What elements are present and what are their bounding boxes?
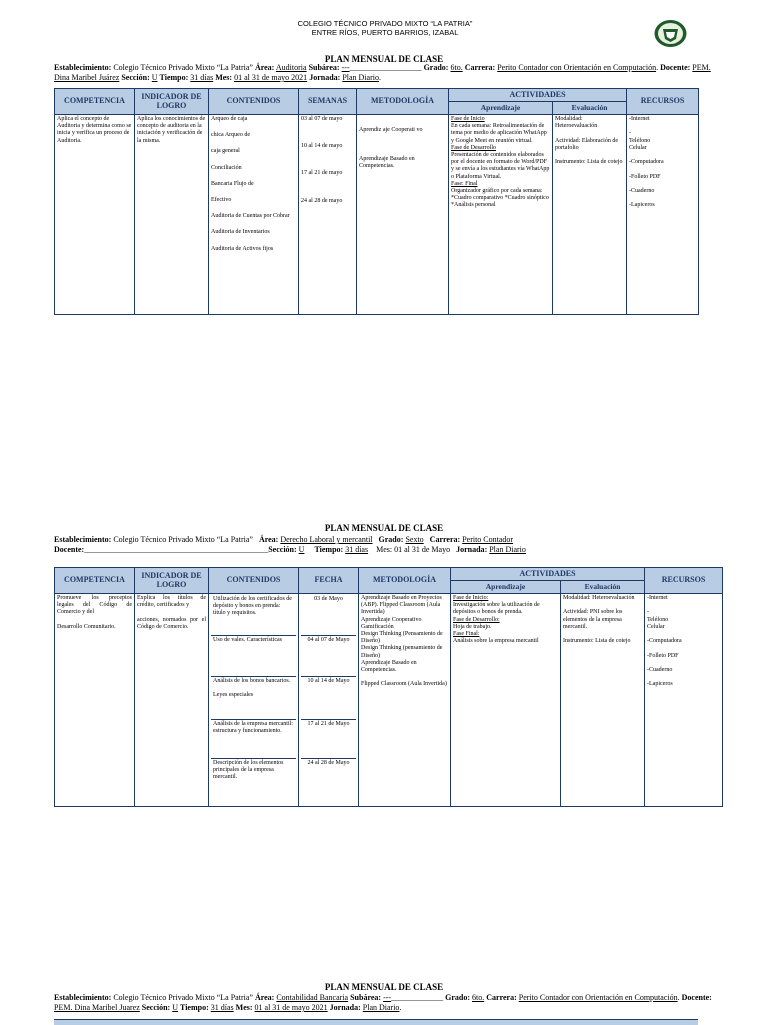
plan-1-mes: 01 al 31 de mayo 2021 bbox=[234, 73, 308, 82]
content-item: Auditoria de Inventarios bbox=[211, 229, 270, 236]
plan-3-seccion: U bbox=[172, 1003, 178, 1012]
phase-heading: Fase de Inicio bbox=[451, 116, 485, 122]
col-indicador: INDICADOR DE LOGRO bbox=[135, 89, 209, 115]
content-item: caja general bbox=[211, 148, 240, 155]
plan-3-docente: PEM. Dina Maribel Juarez bbox=[54, 1003, 140, 1012]
plan-1-jornada: Plan Diario bbox=[342, 73, 379, 82]
plan-2-table bbox=[54, 567, 723, 807]
plan-2-evaluacion: Modalidad: Heteroevaluación Actividad: PNI sobre los elementos de la empresa mercantil. Instrumento: Lista de cotejo bbox=[561, 594, 645, 807]
phase-text: Presentación de contenidos elaborados por el docente en formato de Word/PDF y se envía a los estudiantes vía WhatApp o Plataforma Virtual. bbox=[451, 152, 550, 180]
col-fecha: FECHA bbox=[299, 568, 359, 594]
plan-2-metodologia: Aprendizaje Basado en Proyectos (ABP). Flipped Classroom (Aula Invertida) Aprendizaje Cooperativo Gamificación Design Thinking (Pensamiento de Diseño) Design Thinking (pensamiento de Diseño) Aprendizaje Basado en Competencias. Flipped Classroom (Aula Invertida) bbox=[359, 594, 451, 807]
week-item: 24 al 28 de mayo bbox=[301, 197, 343, 204]
col-contenidos: CONTENIDOS bbox=[209, 568, 299, 594]
col-recursos: RECURSOS bbox=[627, 89, 699, 115]
plan-2-info: Establecimiento: Colegio Técnico Privado Mixto “La Patria” Área: Derecho Laboral y mercantil Grado: Sexto Carrera: Perito Contador Docente:______________________________________________Sección: U Tiempo: 31 días Mes: 01 al 31 de Mayo Jornada: Plan Diario bbox=[54, 535, 526, 554]
plan-3-area: Contabilidad Bancaria bbox=[276, 993, 349, 1002]
content-item: Descripción de los elementos principales de la empresa mercantil. bbox=[213, 760, 284, 781]
plan-1-info: Establecimiento: Colegio Técnico Privado Mixto “La Patria” Área: Auditoria Subárea: ---__________________ Grado: 6to. Carrera: Perito Contador con Orientación en Computación. Docente: PEM. Dina Maribel Juárez Sección: U Tiempo: 31 días Mes: 01 al 31 de mayo 2021 Jornada: Plan Diario. bbox=[54, 63, 711, 82]
plan-1-indicador: Aplica los conocimientos de concepto de auditoria en la iniciación y verificación de la misma. bbox=[135, 115, 209, 315]
plan-1-establecimiento: Colegio Técnico Privado Mixto “La Patria” bbox=[113, 63, 253, 72]
plan-2-seccion: U bbox=[298, 545, 305, 554]
plan-1-table bbox=[54, 88, 699, 315]
content-item: Utilización de los certificados de depósito y bonos en prenda: título y requisitos. bbox=[211, 595, 296, 636]
col-actividades: ACTIVIDADES bbox=[449, 89, 627, 102]
method-item: Aprendiz aje Cooperati vo bbox=[359, 127, 423, 133]
plan-2-grado: Sexto bbox=[405, 535, 424, 544]
plan-3-carrera: Perito Contador con Orientación en Computación bbox=[518, 993, 678, 1002]
plan-2-contenidos bbox=[209, 594, 299, 807]
plan-2-competencia: Promueve los preceptos legales del Código de Comercio y del Desarrollo Comunitario. bbox=[55, 594, 135, 807]
plan-2-aprendizaje bbox=[451, 594, 561, 807]
plan-3-grado: 6to. bbox=[472, 993, 485, 1002]
phase-heading: Fase: Final bbox=[451, 180, 478, 187]
date-item: 03 de Mayo bbox=[301, 595, 356, 636]
content-item: chica Arqueo de bbox=[211, 132, 250, 139]
plan-2-recursos: -Internet - Teléfono Celular -Computadora -Folleto PDF -Cuaderno -Lapiceros bbox=[645, 594, 723, 807]
plan-1-grado: 6to. bbox=[450, 63, 463, 72]
date-item: 04 al 07 de Mayo bbox=[301, 636, 356, 677]
col-competencia: COMPETENCIA bbox=[55, 89, 135, 115]
phase-text: En cada semana: Retroalimentación de tema por medio de aplicación WhatApp y Google Meet en reunión virtual. bbox=[451, 123, 547, 144]
plan-3-establecimiento: Colegio Técnico Privado Mixto “La Patria” bbox=[113, 993, 253, 1002]
content-item: Uso de vales. Características bbox=[211, 636, 296, 677]
plan-2-fechas bbox=[299, 594, 359, 807]
school-name: COLEGIO TÉCNICO PRIVADO MIXTO “LA PATRIA” ENTRE RÍOS, PUERTO BARRIOS, IZABAL bbox=[297, 19, 473, 37]
date-item: 24 al 28 de Mayo bbox=[307, 760, 350, 766]
col-recursos: RECURSOS bbox=[645, 568, 723, 594]
phase-text: Investigación sobre la utilización de depósitos o bonos de prenda. bbox=[453, 602, 540, 616]
plan-2-tiempo: 31 días bbox=[345, 545, 369, 554]
content-item: Análisis de los bonos bancarios. Leyes especiales bbox=[211, 677, 296, 720]
plan-1-subarea: --- bbox=[341, 63, 350, 72]
plan-2-area: Derecho Laboral y mercantil bbox=[280, 535, 373, 544]
content-item: Auditoria de Activos fijos bbox=[211, 245, 274, 252]
col-metodologia: METODOLOGÍA bbox=[357, 89, 449, 115]
plan-1-evaluacion: Modalidad: Heteroevaluación Actividad: Elaboración de portafolio Instrumento: Lista de cotejo bbox=[553, 115, 627, 315]
content-item: Bancaria Flujo de bbox=[211, 180, 254, 187]
phase-text: Organizador gráfico por cada semana: *Cuadro comparativo *Cuadro sinóptico *Análisis personal bbox=[451, 188, 549, 209]
phase-heading: Fase de Desarrollo bbox=[451, 144, 496, 151]
content-item: Análisis de la empresa mercantil: estructura y funcionamiento. bbox=[211, 720, 296, 759]
plan-1-contenidos bbox=[209, 115, 299, 315]
plan-3-table-header bbox=[54, 1019, 698, 1025]
plan-3-jornada: Plan Diario bbox=[362, 1003, 400, 1012]
plan-2-indicador: Explica los títulos de crédito, certificados y acciones, normados por el Código de Comercio. bbox=[135, 594, 209, 807]
plan-1-title: PLAN MENSUAL DE CLASE bbox=[324, 54, 444, 64]
col-semanas: SEMANAS bbox=[299, 89, 357, 115]
col-indicador: INDICADOR DE LOGRO bbox=[135, 568, 209, 594]
plan-3-title: PLAN MENSUAL DE CLASE bbox=[324, 982, 444, 992]
col-evaluacion: Evaluación bbox=[561, 581, 645, 594]
phase-heading: Fase Final: bbox=[453, 631, 480, 638]
plan-2-carrera: Perito Contador bbox=[462, 535, 514, 544]
plan-1-semanas bbox=[299, 115, 357, 315]
content-item: Conciliación bbox=[211, 164, 242, 171]
phase-heading: Fase de Inicio: bbox=[453, 595, 489, 601]
col-metodologia: METODOLOGÍA bbox=[359, 568, 451, 594]
plan-3-mes: 01 al 31 de mayo 2021 bbox=[254, 1003, 328, 1012]
plan-3-info: Establecimiento: Colegio Técnico Privado Mixto “La Patria” Área: Contabilidad Bancaria Subárea: ---_____________ Grado: 6to. Carrera: Perito Contador con Orientación en Computación. Docente: PEM. Dina Maribel Juarez Sección: U Tiempo: 31 días Mes: 01 al 31 de mayo 2021 Jornada: Plan Diario. bbox=[54, 993, 712, 1012]
plan-1-recursos: -Internet - Teléfono Celular -Computadora -Folleto PDF -Cuaderno -Lapiceros bbox=[627, 115, 699, 315]
content-item: Efectivo bbox=[211, 197, 232, 204]
date-item: 17 al 21 de Mayo bbox=[301, 720, 356, 759]
plan-2-establecimiento: Colegio Técnico Privado Mixto “La Patria” bbox=[113, 535, 253, 544]
content-item: Arqueo de caja bbox=[211, 116, 248, 122]
plan-2-title: PLAN MENSUAL DE CLASE bbox=[324, 523, 444, 533]
col-competencia: COMPETENCIA bbox=[55, 568, 135, 594]
plan-1-tiempo: 31 días bbox=[190, 73, 214, 82]
plan-1-aprendizaje bbox=[449, 115, 553, 315]
phase-text: Hoja de trabajo. bbox=[453, 623, 492, 630]
week-item: 17 al 21 de mayo bbox=[301, 170, 343, 177]
col-contenidos: CONTENIDOS bbox=[209, 89, 299, 115]
week-item: 03 al 07 de mayo bbox=[301, 116, 343, 122]
col-evaluacion: Evaluación bbox=[553, 102, 627, 115]
col-actividades: ACTIVIDADES bbox=[451, 568, 645, 581]
col-aprendizaje: Aprendizaje bbox=[451, 581, 561, 594]
plan-1-seccion: U bbox=[151, 73, 158, 82]
week-item: 10 al 14 de mayo bbox=[301, 143, 343, 150]
content-item: Auditoria de Cuentas por Cobrar bbox=[211, 213, 290, 220]
plan-1-carrera: Perito Contador con Orientación en Computación bbox=[497, 63, 657, 72]
phase-heading: Fase de Desarrollo: bbox=[453, 616, 500, 623]
plan-3-subarea: --- bbox=[383, 993, 392, 1002]
date-item: 10 al 14 de Mayo bbox=[301, 677, 356, 720]
plan-1-competencia: Aplica el concepto de Auditoria y determina como se inicia y verifica un proceso de Auditoria. bbox=[55, 115, 135, 315]
plan-1-metodologia bbox=[357, 115, 449, 315]
col-aprendizaje: Aprendizaje bbox=[449, 102, 553, 115]
phase-text: Análisis sobre la empresa mercantil bbox=[453, 638, 539, 645]
plan-1-docente: PEM. Dina Maribel Juárez bbox=[54, 63, 711, 82]
plan-1-area: Auditoria bbox=[275, 63, 307, 72]
plan-2-mes: 01 al 31 de Mayo bbox=[394, 545, 451, 554]
method-item: Aprendizaje Basado en Competencias. bbox=[359, 156, 415, 170]
school-crest-icon bbox=[654, 19, 687, 48]
plan-3-tiempo: 31 días bbox=[210, 1003, 234, 1012]
plan-2-jornada: Plan Diario bbox=[489, 545, 526, 554]
